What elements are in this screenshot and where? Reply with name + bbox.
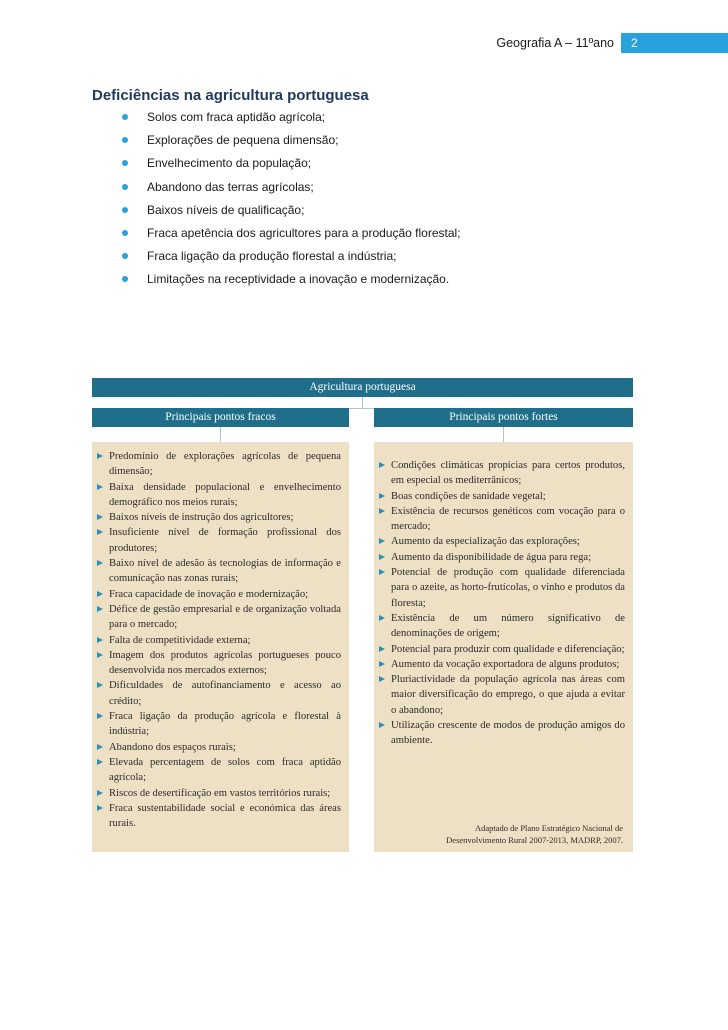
list-item xyxy=(379,611,625,642)
figure-source xyxy=(446,822,623,846)
list-item xyxy=(379,657,625,672)
list-item xyxy=(97,587,341,602)
bullet-dot-icon xyxy=(122,207,128,213)
arrow-bullet-icon xyxy=(97,529,103,535)
arrow-bullet-icon xyxy=(97,514,103,520)
list-item xyxy=(97,786,341,801)
arrow-bullet-icon xyxy=(97,637,103,643)
arrow-bullet-icon xyxy=(97,484,103,490)
arrow-bullet-icon xyxy=(97,759,103,765)
weak-point-text: Falta de competitividade externa; xyxy=(109,634,251,646)
list-item xyxy=(97,648,341,679)
strong-point-text: Existência de recursos genéticos com vocação para o mercado; xyxy=(391,505,625,533)
list-item xyxy=(379,534,625,549)
weak-point-text: Riscos de desertificação em vastos territórios rurais; xyxy=(109,787,331,799)
arrow-bullet-icon xyxy=(97,713,103,719)
list-item xyxy=(379,504,625,535)
source-line: Adaptado de Plano Estratégico Nacional de xyxy=(475,823,623,833)
list-item xyxy=(379,565,625,611)
weak-point-text: Abandono dos espaços rurais; xyxy=(109,741,236,753)
strong-point-text: Potencial de produção com qualidade diferenciada para o azeite, as horto-frutícolas, o vinho e produtos da floresta; xyxy=(391,567,625,609)
bullet-dot-icon xyxy=(122,114,128,120)
strong-point-text: Potencial para produzir com qualidade e diferenciação; xyxy=(391,643,625,655)
list-item-text: Explorações de pequena dimensão; xyxy=(147,133,339,148)
list-item xyxy=(122,133,461,156)
list-item xyxy=(97,602,341,633)
connector-line xyxy=(503,427,504,442)
bullet-dot-icon xyxy=(122,137,128,143)
swot-figure xyxy=(92,378,633,852)
list-item xyxy=(97,801,341,832)
list-item xyxy=(97,633,341,648)
bullet-dot-icon xyxy=(122,184,128,190)
list-item-text: Baixos níveis de qualificação; xyxy=(147,202,305,217)
list-item xyxy=(97,525,341,556)
section-title: Deficiências na agricultura portuguesa xyxy=(92,87,369,104)
list-item xyxy=(122,272,461,295)
list-item xyxy=(97,709,341,740)
subject-label: Geografia A – 11ºano xyxy=(496,36,614,50)
strong-point-text: Aumento da vocação exportadora de alguns produtos; xyxy=(391,658,620,670)
weak-point-text: Défice de gestão empresarial e de organização voltada para o mercado; xyxy=(109,603,341,631)
strong-point-text: Existência de um número significativo de denominações de origem; xyxy=(391,612,625,640)
source-line: Desenvolvimento Rural 2007-2013, MADRP, 2007. xyxy=(446,835,623,845)
list-item xyxy=(379,550,625,565)
weak-point-text: Fraca capacidade de inovação e modernização; xyxy=(109,588,309,600)
strong-point-text: Condições climáticas propícias para certos produtos, em especial os mediterrânicos; xyxy=(391,460,625,487)
arrow-bullet-icon xyxy=(379,661,385,667)
bullet-dot-icon xyxy=(122,276,128,282)
list-item-text: Solos com fraca aptidão agrícola; xyxy=(147,110,326,124)
list-item xyxy=(379,718,625,749)
weak-point-text: Fraca sustentabilidade social e económica das áreas rurais. xyxy=(109,802,341,830)
arrow-bullet-icon xyxy=(379,554,385,560)
arrow-bullet-icon xyxy=(379,493,385,499)
list-item xyxy=(122,180,461,203)
weak-point-text: Baixos níveis de instrução dos agricultores; xyxy=(109,512,294,524)
strong-point-text: Boas condições de sanidade vegetal; xyxy=(391,490,546,502)
list-item-text: Fraca apetência dos agricultores para a produção florestal; xyxy=(147,225,461,240)
list-item xyxy=(97,678,341,709)
arrow-bullet-icon xyxy=(379,508,385,514)
strong-point-text: Aumento da especialização das explorações; xyxy=(391,536,580,548)
list-item xyxy=(379,458,625,489)
weak-point-text: Dificuldades de autofinanciamento e acesso ao crédito; xyxy=(109,680,341,707)
list-item xyxy=(122,226,461,249)
weak-point-text: Imagem dos produtos agrícolas portugueses pouco desenvolvida nos mercados externos; xyxy=(109,649,341,677)
list-item-text: Limitações na receptividade a inovação e modernização. xyxy=(147,272,450,287)
arrow-bullet-icon xyxy=(379,538,385,544)
list-item xyxy=(122,156,461,179)
weak-point-text: Fraca ligação da produção agrícola e florestal à indústria; xyxy=(109,711,341,738)
weak-points-heading: Principais pontos fracos xyxy=(92,408,349,427)
arrow-bullet-icon xyxy=(97,591,103,597)
list-item xyxy=(379,489,625,504)
list-item xyxy=(97,556,341,587)
connector-line xyxy=(362,397,363,408)
strong-point-text: Aumento da disponibilidade de água para rega; xyxy=(391,551,592,563)
arrow-bullet-icon xyxy=(379,462,385,468)
arrow-bullet-icon xyxy=(379,676,385,682)
list-item xyxy=(97,740,341,755)
list-item xyxy=(122,203,461,226)
bullet-dot-icon xyxy=(122,230,128,236)
arrow-bullet-icon xyxy=(97,652,103,658)
list-item xyxy=(379,642,625,657)
list-item xyxy=(97,480,341,511)
figure-title: Agricultura portuguesa xyxy=(92,378,633,397)
list-item-text: Fraca ligação da produção florestal a indústria; xyxy=(147,249,397,264)
list-item xyxy=(97,510,341,525)
arrow-bullet-icon xyxy=(97,606,103,612)
list-item xyxy=(97,755,341,786)
weak-point-text: Elevada percentagem de solos com fraca aptidão agrícola; xyxy=(109,756,341,784)
bullet-dot-icon xyxy=(122,253,128,259)
list-item xyxy=(379,672,625,718)
page-number-badge: 2 xyxy=(621,33,728,53)
arrow-bullet-icon xyxy=(379,722,385,728)
strong-points-heading: Principais pontos fortes xyxy=(374,408,633,427)
weak-point-text: Baixa densidade populacional e envelhecimento demográfico nos meios rurais; xyxy=(109,481,341,508)
weak-points-panel xyxy=(92,442,349,852)
list-item-text: Envelhecimento da população; xyxy=(147,156,312,171)
arrow-bullet-icon xyxy=(97,453,103,459)
arrow-bullet-icon xyxy=(379,646,385,652)
arrow-bullet-icon xyxy=(97,744,103,750)
strong-point-text: Utilização crescente de modos de produção amigos do ambiente. xyxy=(391,720,625,747)
list-item xyxy=(97,449,341,480)
connector-line xyxy=(220,427,221,442)
bullet-dot-icon xyxy=(122,160,128,166)
arrow-bullet-icon xyxy=(97,805,103,811)
weak-point-text: Baixo nível de adesão às tecnologias de informação e comunicação nas zonas rurais; xyxy=(109,558,341,585)
strong-point-text: Pluriactividade da população agrícola nas áreas com maior diversificação do emprego, o que ajuda a evitar o abandono; xyxy=(391,674,625,716)
deficiency-list xyxy=(122,110,461,296)
list-item xyxy=(122,110,461,133)
list-item-text: Abandono das terras agrícolas; xyxy=(147,179,314,194)
weak-point-text: Predomínio de explorações agrícolas de pequena dimensão; xyxy=(109,451,341,478)
arrow-bullet-icon xyxy=(379,615,385,621)
arrow-bullet-icon xyxy=(97,790,103,796)
weak-point-text: Insuficiente nível de formação profissional dos produtores; xyxy=(109,527,341,554)
arrow-bullet-icon xyxy=(97,560,103,566)
strong-points-panel xyxy=(374,442,633,852)
list-item xyxy=(122,249,461,272)
arrow-bullet-icon xyxy=(379,569,385,575)
arrow-bullet-icon xyxy=(97,682,103,688)
